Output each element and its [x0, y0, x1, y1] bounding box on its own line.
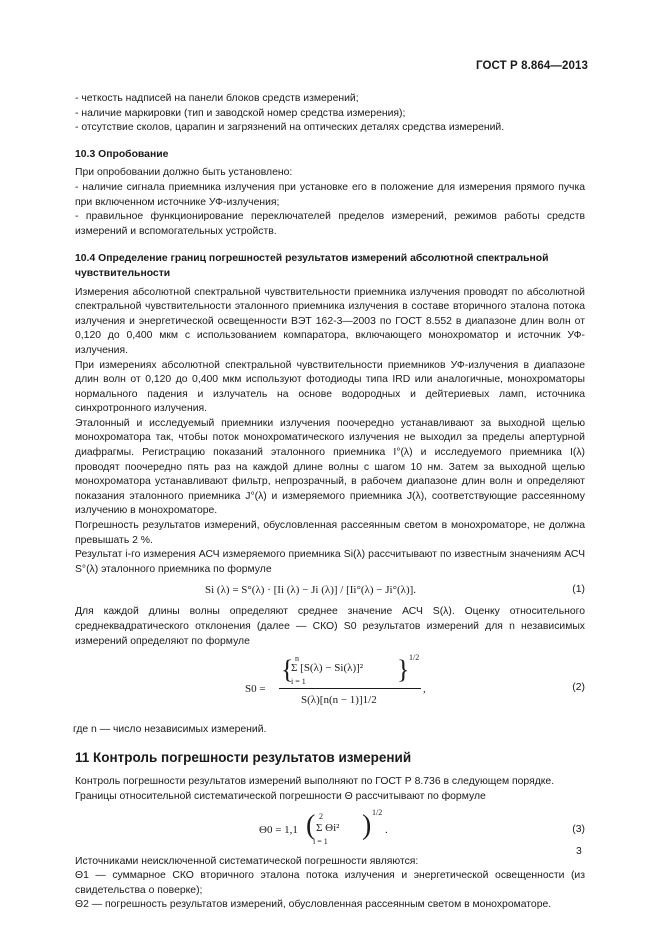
paragraph: Измерения абсолютной спектральной чувствительности приемника излучения проводят по абсолютной спектральной чувствительности эталонного приемника излучения в составе вторичного эталона потока излучения и энергетической освещенности ВЭТ 162-3—2003 по ГОСТ 8.552 в диапазоне длин волн от 0,120 до 0,400 мкм с использованием компаратора, включающего монохроматор и источник УФ-излучения. — [75, 286, 585, 356]
formula-1-expression: Si (λ) = S°(λ) · [Ii (λ) − Ji (λ)] / [Ii°(λ) − Ji°(λ)]. — [205, 584, 417, 597]
formula-2-fraction-bar — [279, 688, 421, 689]
page-content — [75, 92, 585, 913]
formula-3-paren-left: ( — [306, 809, 316, 841]
paragraph: Для каждой длины волны определяют среднее значение АСЧ S(λ). Оценку относительного среднеквадратического отклонения (далее — СКО) S0 результатов измерений для n независимых измерений определяют по формуле — [75, 606, 585, 647]
formula-3 — [75, 807, 585, 849]
paragraph: При измерениях абсолютной спектральной чувствительности приемников УФ-излучения в диапазоне длин волн от 0,120 до 0,400 мкм используют фотодиоды типа IRD или аналогичные, монохроматоры нормального падения и излучатель на основе водородных и дейтериевых ламп, источника синхротронного излучения. — [75, 359, 585, 415]
list-item: - наличие сигнала приемника излучения при установке его в положение для измерения прямого пучка при включенном источнике УФ-излучения; — [75, 181, 585, 208]
formula-2-comma: , — [423, 683, 426, 696]
paragraph: Контроль погрешности результатов измерений выполняют по ГОСТ Р 8.736 в следующем порядке. — [75, 776, 555, 788]
formula-3-sum: Σ Θi² — [316, 821, 340, 834]
formula-2-power: 1/2 — [409, 653, 420, 663]
standard-header: ГОСТ Р 8.864—2013 — [476, 60, 588, 72]
section-heading-11: 11 Контроль погрешности результатов измерений — [75, 749, 412, 765]
paragraph: Θ2 — погрешность результатов измерений, обусловленная рассеянным светом в монохроматоре. — [75, 899, 552, 911]
section-heading-10-4: 10.4 Определение границ погрешностей результатов измерений абсолютной спектральной чувствительности — [75, 253, 549, 279]
list-item: - наличие маркировки (тип и заводской номер средства измерения); — [75, 107, 406, 119]
paragraph: Источниками неисключенной систематической погрешности являются: — [75, 855, 419, 867]
formula-3-sum-top: 2 — [319, 811, 323, 821]
formula-3-period: . — [385, 823, 388, 836]
formula-2 — [75, 655, 585, 717]
formula-3-power: 1/2 — [372, 807, 383, 817]
paragraph: где n — число независимых измерений. — [73, 724, 267, 736]
formula-1-number: (1) — [572, 584, 585, 596]
list-item: - отсутствие сколов, царапин и загрязнений на оптических деталях средства измерений. — [75, 122, 505, 134]
formula-1 — [75, 581, 585, 601]
formula-2-brace-left: { — [281, 655, 294, 685]
paragraph: При опробовании должно быть установлено: — [75, 167, 293, 179]
list-item: - четкость надписей на панели блоков средств измерений; — [75, 93, 359, 104]
formula-3-lhs: Θ0 = 1,1 — [259, 823, 298, 836]
formula-2-sum: Σ [S(λ) − Si(λ)]² — [291, 662, 364, 675]
formula-2-brace-right: } — [397, 655, 410, 685]
formula-2-sum-bottom: i = 1 — [291, 677, 306, 687]
list-item: - правильное функционирование переключателей пределов измерений, режимов работы средств измерений и вспомогательных устройств. — [75, 211, 585, 237]
paragraph: Границы относительной систематической погрешности Θ рассчитывают по формуле — [75, 790, 486, 802]
formula-2-sum-top: n — [295, 654, 299, 664]
page-number: 3 — [576, 846, 582, 857]
paragraph: Результат i-го измерения АСЧ измеряемого приемника Si(λ) рассчитывают по известным значениям АСЧ S°(λ) эталонного приемника по формуле — [75, 549, 585, 575]
paragraph: Погрешность результатов измерений, обусловленная рассеянным светом в монохроматоре, не должна превышать 2 %. — [75, 520, 585, 546]
formula-2-number: (2) — [572, 682, 585, 694]
formula-3-paren-right: ) — [362, 809, 372, 841]
formula-3-sum-bottom: i = 1 — [313, 836, 328, 846]
section-heading-10-3: 10.3 Опробование — [75, 148, 169, 160]
paragraph: Θ1 — суммарное СКО вторичного эталона потока излучения и энергетической освещенности (из свидетельства о поверке); — [75, 870, 585, 896]
formula-2-denominator: S(λ)[n(n − 1)]1/2 — [301, 694, 377, 707]
formula-3-number: (3) — [572, 823, 585, 835]
paragraph: Эталонный и исследуемый приемники излучения поочередно устанавливают за выходной щелью монохроматора так, чтобы поток монохроматического излучения не выходил за пределы апертурной диафрагмы. Регистрацию показаний эталонного приемника I°(λ) и исследуемого приемника I(λ) проводят поочередно пять раз на каждой длине волны с шагом 10 нм. Затем за выходной щелью монохроматора устанавливают фильтр, непрозрачный, в рабочем диапазоне длин волн и определяют показания эталонного приемника J°(λ) и измеряемого приемника J(λ), соответствующие рассеянному излучению в монохроматоре. — [75, 417, 585, 517]
formula-2-lhs: S0 = — [245, 683, 266, 696]
